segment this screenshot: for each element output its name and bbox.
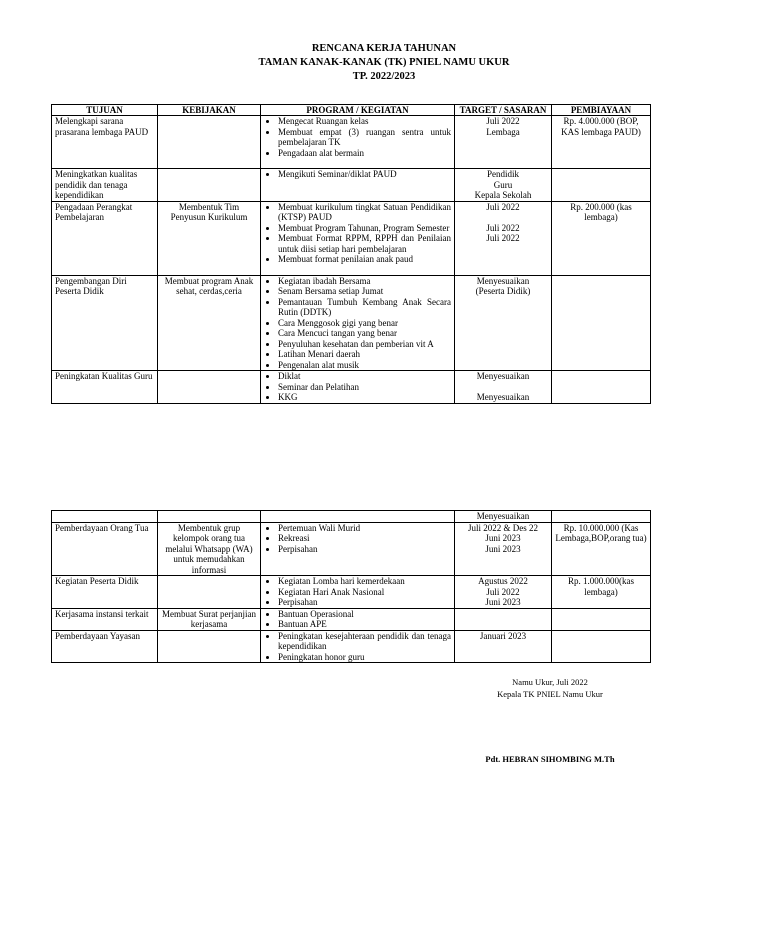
cell-kebijakan (158, 371, 261, 404)
program-item: • Membuat format penilaian anak paud (278, 254, 451, 265)
target-line: Agustus 2022 (478, 576, 528, 586)
cell-target (455, 116, 552, 169)
cell-tujuan: Kegiatan Peserta Didik (52, 576, 158, 609)
cell-pembiayaan: Rp. 4.000.000 (BOP, KAS lembaga PAUD) (552, 116, 651, 169)
cell-tujuan: Peningkatan Kualitas Guru (52, 371, 158, 404)
cell-pembiayaan (552, 608, 651, 630)
col-header-pembiayaan: PEMBIAYAAN (552, 105, 651, 116)
cell-tujuan: Melengkapi sarana prasarana lembaga PAUD (52, 116, 158, 169)
cell-program (261, 116, 455, 169)
program-list (264, 371, 451, 403)
signature-name: Pdt. HEBRAN SIHOMBING M.Th (485, 754, 615, 764)
target-line: Menyesuaikan (476, 392, 530, 402)
target-line: Lembaga (486, 126, 520, 137)
program-item: • Kegiatan Lomba hari kemerdekaan (278, 576, 451, 587)
target-line: Juli 2022 (486, 201, 520, 212)
cell-program (261, 275, 455, 371)
table-row (52, 116, 651, 169)
target-line: Januari 2023 (479, 630, 527, 641)
cell-tujuan: Pemberdayaan Yayasan (52, 630, 158, 663)
cell-tujuan: Pengadaan Perangkat Pembelajaran (52, 201, 158, 275)
program-item: • Perpisahan (278, 544, 451, 555)
program-list (264, 609, 451, 630)
program-list (264, 276, 451, 371)
program-item: • Seminar dan Pelatihan (278, 382, 451, 393)
cell-program (261, 522, 455, 576)
program-item: • Membuat Format RPPM, RPPH dan Penilaian untuk diisi setiap hari pembelajaran (278, 233, 451, 254)
cell-kebijakan (158, 511, 261, 523)
program-item: • Membuat kurikulum tingkat Satuan Pendidikan (KTSP) PAUD (278, 202, 451, 223)
target-line: Pendidik (486, 169, 519, 179)
cell-pembiayaan: Rp. 200.000 (kas lembaga) (552, 201, 651, 275)
cell-tujuan (52, 511, 158, 523)
table-row (52, 201, 651, 275)
program-item: • Pemantauan Tumbuh Kembang Anak Secara Rutin (DDTK) (278, 297, 451, 318)
cell-program (261, 169, 455, 202)
school-year: TP. 2022/2023 (352, 71, 416, 82)
table-row (52, 630, 651, 663)
cell-pembiayaan: Rp. 10.000.000 (Kas Lembaga,BOP,orang tua) (552, 522, 651, 576)
cell-target (455, 371, 552, 404)
target-line: Juni 2023 (485, 597, 521, 607)
cell-target (455, 511, 552, 523)
table-row (52, 275, 651, 371)
cell-tujuan: Meningkatkan kualitas pendidik dan tenaga kependidikan (52, 169, 158, 202)
cell-kebijakan: Membentuk Tim Penyusun Kurikulum (158, 201, 261, 275)
signature-role: Kepala TK PNIEL Namu Ukur (497, 689, 603, 699)
cell-tujuan: Pengembangan Diri Peserta Didik (52, 275, 158, 371)
school-name: TAMAN KANAK-KANAK (TK) PNIEL NAMU UKUR (258, 57, 510, 68)
target-line: Juli 2022 & Des 22 (467, 522, 538, 533)
program-item: • Perpisahan (278, 597, 451, 608)
program-item: • Mengikuti Seminar/diklat PAUD (278, 169, 451, 180)
cell-kebijakan (158, 630, 261, 663)
program-list (264, 576, 451, 608)
cell-tujuan: Kerjasama instansi terkait (52, 608, 158, 630)
program-item: • Peningkatan kesejahteraan pendidik dan tenaga kependidikan (278, 631, 451, 652)
program-item: • Bantuan Operasional (278, 609, 451, 620)
program-item: • Diklat (278, 371, 451, 382)
target-line: Menyesuaikan (476, 511, 530, 521)
cell-target (455, 608, 552, 630)
cell-pembiayaan (552, 275, 651, 371)
cell-program (261, 201, 455, 275)
target-line: Kepala Sekolah (474, 190, 532, 200)
work-plan-table-1 (51, 104, 651, 404)
program-item: • Cara Mencuci tangan yang benar (278, 328, 451, 339)
target-line: Juli 2022 (486, 586, 520, 597)
program-item: • KKG (278, 392, 451, 403)
target-line (458, 382, 548, 393)
cell-target (455, 169, 552, 202)
program-item: • Kegiatan ibadah Bersama (278, 276, 451, 287)
col-header-tujuan: TUJUAN (52, 105, 158, 116)
target-line: Juli 2022 (486, 222, 520, 233)
program-item: • Membuat empat (3) ruangan sentra untuk pembelajaran TK (278, 127, 451, 148)
program-item: • Cara Menggosok gigi yang benar (278, 318, 451, 329)
target-line: Juli 2022 (486, 116, 520, 126)
cell-pembiayaan (552, 371, 651, 404)
program-item: • Peningkatan honor guru (278, 652, 451, 663)
cell-kebijakan: Membuat Surat perjanjian kerjasama (158, 608, 261, 630)
cell-pembiayaan (552, 630, 651, 663)
program-list (264, 169, 451, 180)
cell-target (455, 275, 552, 371)
program-item: • Pengadaan alat bermain (278, 148, 451, 159)
target-line: Guru (493, 179, 513, 190)
program-item: • Rekreasi (278, 533, 451, 544)
target-line: Juli 2022 (486, 233, 520, 243)
program-item: • Mengecat Ruangan kelas (278, 116, 451, 127)
program-item: • Senam Bersama setiap Jumat (278, 286, 451, 297)
program-list (264, 523, 451, 555)
target-line: (Peserta Didik) (475, 286, 531, 296)
table-row (52, 522, 651, 576)
table-row (52, 371, 651, 404)
target-line (458, 212, 548, 223)
program-list (264, 202, 451, 265)
cell-program (261, 511, 455, 523)
target-line: Juni 2023 (485, 543, 521, 554)
work-plan-table-2 (51, 510, 651, 663)
cell-kebijakan (158, 576, 261, 609)
col-header-program: PROGRAM / KEGIATAN (261, 105, 455, 116)
cell-program (261, 608, 455, 630)
cell-program (261, 371, 455, 404)
cell-pembiayaan: Rp. 1.000.000(kas lembaga) (552, 576, 651, 609)
target-line: Menyesuaikan (476, 371, 530, 381)
cell-target (455, 201, 552, 275)
cell-target (455, 576, 552, 609)
cell-tujuan: Pemberdayaan Orang Tua (52, 522, 158, 576)
target-line: Menyesuaikan (476, 275, 530, 286)
program-item: • Penyuluhan kesehatan dan pemberian vit A (278, 339, 451, 350)
cell-kebijakan: Membuat program Anak sehat, cerdas,ceria (158, 275, 261, 371)
cell-target (455, 522, 552, 576)
cell-program (261, 630, 455, 663)
signature-place-date: Namu Ukur, Juli 2022 (512, 677, 588, 687)
col-header-kebijakan: KEBIJAKAN (158, 105, 261, 116)
cell-kebijakan (158, 169, 261, 202)
program-item: • Bantuan APE (278, 619, 451, 630)
table-row (52, 511, 651, 523)
program-item: • Pengenalan alat musik (278, 360, 451, 371)
cell-pembiayaan (552, 511, 651, 523)
table-row (52, 576, 651, 609)
cell-pembiayaan (552, 169, 651, 202)
col-header-target: TARGET / SASARAN (455, 105, 552, 116)
program-item: • Latihan Menari daerah (278, 349, 451, 360)
program-item: • Pertemuan Wali Murid (278, 523, 451, 534)
cell-kebijakan (158, 116, 261, 169)
cell-kebijakan: Membentuk grup kelompok orang tua melalui Whatsapp (WA) untuk memudahkan informasi (158, 522, 261, 576)
program-list (264, 116, 451, 158)
target-line: Juni 2023 (485, 533, 521, 543)
table-row (52, 608, 651, 630)
table-row (52, 169, 651, 202)
cell-program (261, 576, 455, 609)
cell-target (455, 630, 552, 663)
program-item: • Kegiatan Hari Anak Nasional (278, 587, 451, 598)
program-item: • Membuat Program Tahunan, Program Semester (278, 223, 451, 234)
program-list (264, 631, 451, 663)
doc-title: RENCANA KERJA TAHUNAN (311, 43, 457, 54)
